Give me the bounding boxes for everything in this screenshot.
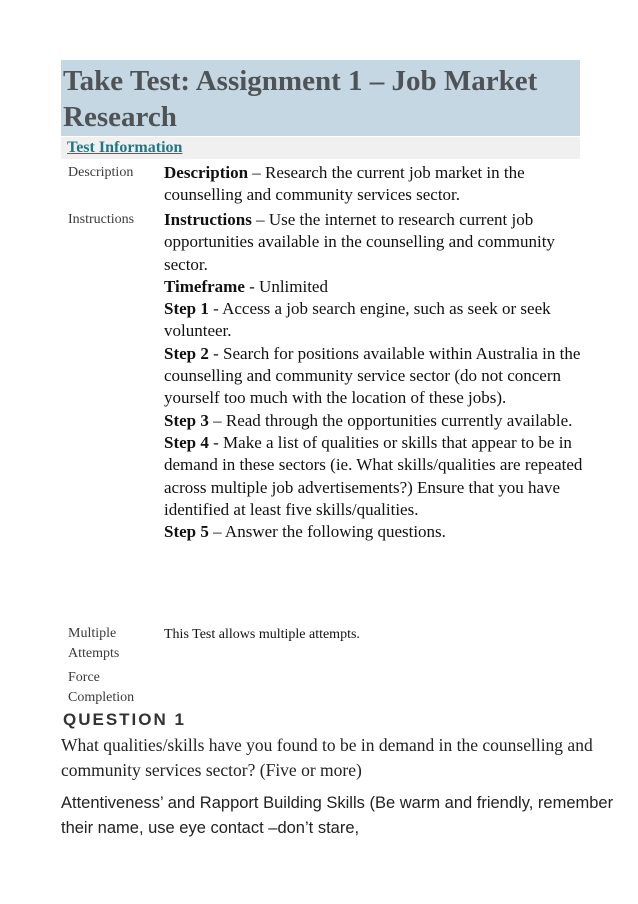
instructions-text: – Use the internet to research current job opportunities available in the counselling and community sector. xyxy=(164,210,555,274)
step-item xyxy=(164,432,584,521)
step-item xyxy=(164,298,584,343)
description-label: Description xyxy=(68,165,134,180)
step-item xyxy=(164,343,584,410)
answer-text: Attentiveness’ and Rapport Building Skills (Be warm and friendly, remember their name, use eye contact –don’t stare, xyxy=(61,794,614,837)
step-label: Step 5 xyxy=(164,522,209,542)
step-label: Step 4 xyxy=(164,432,209,452)
multiple-attempts-value: This Test allows multiple attempts. xyxy=(164,627,360,642)
step-item xyxy=(164,410,584,432)
page-title: Take Test: Assignment 1 – Job Market Research xyxy=(63,65,538,133)
test-information-link[interactable]: Test Information xyxy=(67,139,183,156)
multiple-attempts-label: Multiple Attempts xyxy=(68,626,120,661)
step-label: Step 1 xyxy=(164,299,209,319)
instructions-bold: Instructions xyxy=(164,210,252,229)
force-completion-label: Force Completion xyxy=(68,670,135,705)
step-text: – Answer the following questions. xyxy=(213,522,446,542)
step-text: – Read through the opportunities currently available. xyxy=(213,410,573,430)
description-text: – Research the current job market in the counselling and community services sector. xyxy=(164,163,525,205)
instructions-label: Instructions xyxy=(68,212,135,227)
step-label: Step 2 xyxy=(164,343,209,363)
step-text: - Access a job search engine, such as seek or seek volunteer. xyxy=(164,299,551,341)
step-label: Step 3 xyxy=(164,410,209,430)
description-bold: Description xyxy=(164,163,249,182)
step-text: - Search for positions available within Australia in the counselling and community service sector (do not concern yourself too much with the location of these jobs). xyxy=(164,343,581,408)
instructions-value xyxy=(164,209,584,543)
question-text: What qualities/skills have you found to be in demand in the counselling and community services sector? (Five or more) xyxy=(61,735,593,780)
step-item xyxy=(164,521,584,543)
step-text: - Make a list of qualities or skills that appear to be in demand in these sectors (ie. What skills/qualities are repeated across multiple job advertisements?) Ensure that you have identified at least five skills/qualities. xyxy=(164,432,583,519)
timeframe-bold: Timeframe xyxy=(164,276,245,296)
description-value xyxy=(164,162,584,207)
question-heading: QUESTION 1 xyxy=(63,710,186,729)
timeframe-text: - Unlimited xyxy=(249,276,328,296)
